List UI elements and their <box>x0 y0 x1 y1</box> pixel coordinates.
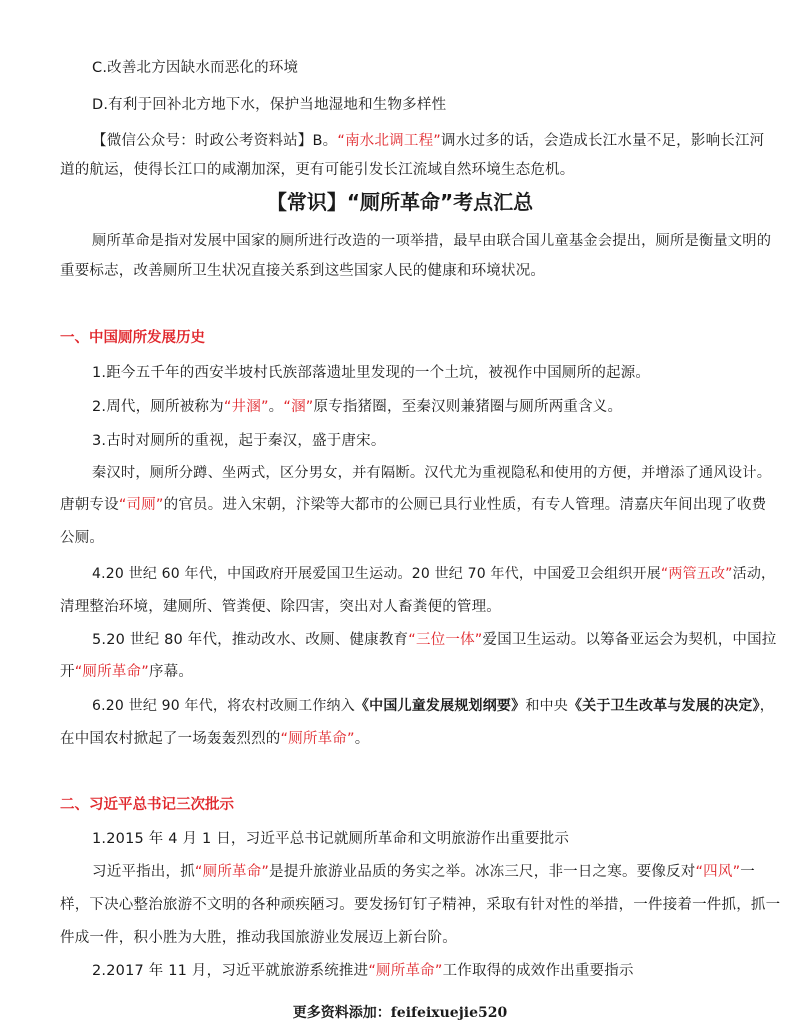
history-detail-line-1: 秦汉时，厕所分蹲、坐两式，区分男女，并有隔断。汉代尤为重视隐私和使用的方便，并增添了通风设计。 <box>92 465 772 481</box>
answer-line-1 <box>92 131 764 151</box>
history-item-4-line-2: 清理整治环境，建厕所、管粪便、除四害，突出对人畜粪便的管理。 <box>60 599 501 615</box>
instruction-item-2: 2.2017 年 11 月，习近平就旅游系统推进“厕所革命”工作取得的成效作出重要指示 <box>92 963 634 979</box>
intro-line-1: 厕所革命是指对发展中国家的厕所进行改造的一项举措，最早由联合国儿童基金会提出，厕所是衡量文明的 <box>92 233 772 249</box>
term-highlight: “厕所革命” <box>74 664 149 680</box>
term-highlight: “两管五改” <box>660 566 733 582</box>
term-highlight: “四风” <box>695 864 741 880</box>
answer-prefix: 【微信公众号：时政公考资料站】B。 <box>92 133 338 149</box>
section-heading-instructions: 二、习近平总书记三次批示 <box>60 797 234 813</box>
document-title-ref: 《中国儿童发展规划纲要》 <box>354 698 526 714</box>
term-highlight: “井溷” <box>223 399 269 415</box>
document-title-ref: 《关于卫生改革与发展的决定》 <box>567 698 760 714</box>
answer-highlight: “南水北调工程” <box>337 133 441 149</box>
instruction-detail-line-3: 件成一件，积小胜为大胜，推动我国旅游业发展迈上新台阶。 <box>60 930 457 946</box>
option-c: C.改善北方因缺水而恶化的环境 <box>92 60 299 76</box>
intro-line-2: 重要标志，改善厕所卫生状况直接关系到这些国家人民的健康和环境状况。 <box>60 263 546 279</box>
answer-line-2: 道的航运，使得长江口的咸潮加深，更有可能引发长江流域自然环境生态危机。 <box>60 162 575 178</box>
history-detail-line-3: 公厕。 <box>60 530 105 546</box>
history-item-5: 5.20 世纪 80 年代，推动改水、改厕、健康教育“三位一体”爱国卫生运动。以筹备亚运会为契机，中国拉 <box>92 632 777 648</box>
term-highlight: “厕所革命” <box>194 864 270 880</box>
answer-rest: 调水过多的话，会造成长江水量不足，影响长江河 <box>440 133 765 149</box>
term-highlight: “三位一体” <box>408 632 483 648</box>
term-highlight: “溷” <box>283 399 314 415</box>
term-highlight: “厕所革命” <box>280 731 355 747</box>
term-highlight: “司厕” <box>118 497 164 513</box>
instruction-detail-line-2: 样，下决心整治旅游不文明的各种顽疾陋习。要发扬钉钉子精神，采取有针对性的举措，一件接着一件抓，抓一 <box>60 897 781 913</box>
history-detail-line-2: 唐朝专设“司厕”的官员。进入宋朝，汴梁等大都市的公厕已具行业性质，有专人管理。清嘉庆年间出现了收费 <box>60 497 767 513</box>
instruction-detail-line-1: 习近平指出，抓“厕所革命”是提升旅游业品质的务实之举。冰冻三尺，非一日之寒。要像反对“四风”一 <box>92 864 755 880</box>
history-item-6-line-2: 在中国农村掀起了一场轰轰烈烈的“厕所革命”。 <box>60 731 370 747</box>
history-item-5-line-2: 开“厕所革命”序幕。 <box>60 664 194 680</box>
option-d: D.有利于回补北方地下水，保护当地湿地和生物多样性 <box>92 97 447 113</box>
history-item-6: 6.20 世纪 90 年代，将农村改厕工作纳入《中国儿童发展规划纲要》和中央《关于卫生改革与发展的决定》， <box>92 698 774 714</box>
footer-contact: 更多资料添加：feifeixuejie520 <box>292 1005 508 1021</box>
instruction-item-1: 1.2015 年 4 月 1 日，习近平总书记就厕所革命和文明旅游作出重要批示 <box>92 831 570 847</box>
history-item-2: 2.周代，厕所被称为“井溷”。“溷”原专指猪圈，至秦汉则兼猪圈与厕所两重含义。 <box>92 399 623 415</box>
page-title: 【常识】“厕所革命”考点汇总 <box>266 190 534 214</box>
section-heading-history: 一、中国厕所发展历史 <box>60 330 205 346</box>
term-highlight: “厕所革命” <box>368 963 443 979</box>
history-item-1: 1.距今五千年的西安半坡村氏族部落遗址里发现的一个土坑，被视作中国厕所的起源。 <box>92 365 651 381</box>
history-item-4: 4.20 世纪 60 年代，中国政府开展爱国卫生运动。20 世纪 70 年代，中国爱卫会组织开展“两管五改”活动， <box>92 566 776 582</box>
history-item-3: 3.古时对厕所的重视，起于秦汉，盛于唐宋。 <box>92 433 386 449</box>
